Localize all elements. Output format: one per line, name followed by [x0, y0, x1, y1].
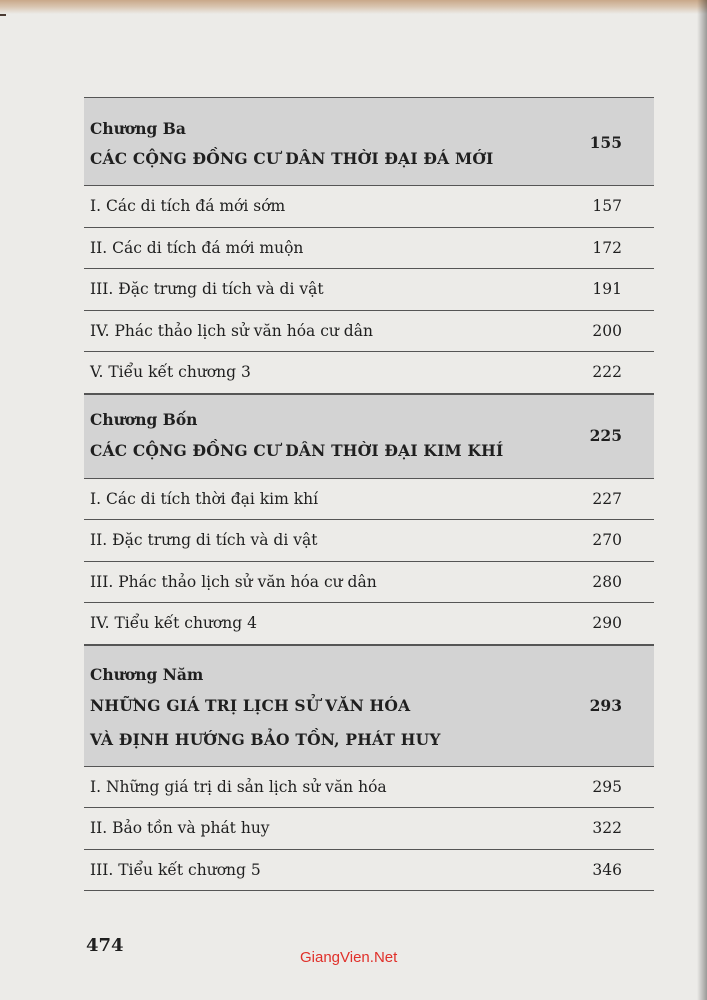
chapter-page: 225	[589, 425, 622, 445]
section-title: II. Các di tích đá mới muộn	[90, 238, 304, 257]
watermark-text: GiangVien.Net	[300, 949, 398, 966]
toc-row[interactable]	[84, 228, 654, 270]
toc-row[interactable]	[84, 186, 654, 228]
section-title: II. Đặc trưng di tích và di vật	[90, 531, 318, 549]
chapter-title: CÁC CỘNG ĐỒNG CƯ DÂN THỜI ĐẠI KIM KHÍ	[90, 440, 504, 460]
page-right-shadow	[697, 0, 707, 1000]
toc-row[interactable]	[84, 850, 654, 892]
toc-row[interactable]	[84, 269, 654, 311]
section-page: 270	[592, 531, 622, 549]
toc-row[interactable]	[84, 352, 654, 394]
chapter-title: CÁC CỘNG ĐỒNG CƯ DÂN THỜI ĐẠI ĐÁ MỚI	[90, 149, 494, 168]
section-page: 295	[592, 777, 622, 796]
toc-row[interactable]	[84, 808, 654, 850]
toc-row[interactable]	[84, 311, 654, 353]
table-of-contents	[84, 97, 654, 891]
section-title: I. Những giá trị di sản lịch sử văn hóa	[90, 777, 387, 796]
page-number: 474	[86, 935, 124, 956]
page-top-edge	[0, 0, 707, 14]
page-edge-mark	[0, 14, 6, 16]
chapter-title-line-2: VÀ ĐỊNH HƯỚNG BẢO TỒN, PHÁT HUY	[90, 729, 441, 749]
section-title: II. Bảo tồn và phát huy	[90, 819, 270, 837]
section-page: 200	[592, 321, 622, 340]
chapter-header-4[interactable]	[84, 394, 654, 479]
toc-row[interactable]	[84, 562, 654, 604]
chapter-page: 155	[589, 133, 622, 152]
toc-row[interactable]	[84, 520, 654, 562]
section-page: 222	[592, 363, 622, 381]
chapter-header-5[interactable]	[84, 645, 654, 767]
section-page: 157	[592, 197, 622, 215]
section-page: 322	[592, 819, 622, 837]
section-title: IV. Tiểu kết chương 4	[90, 614, 257, 632]
chapter-page: 293	[589, 695, 622, 715]
section-page: 346	[592, 860, 622, 879]
chapter-label: Chương Ba	[90, 119, 186, 138]
section-page: 290	[592, 614, 622, 632]
section-title: III. Tiểu kết chương 5	[90, 860, 261, 879]
section-title: I. Các di tích đá mới sớm	[90, 197, 286, 215]
toc-row[interactable]	[84, 767, 654, 809]
section-title: I. Các di tích thời đại kim khí	[90, 489, 319, 508]
section-title: III. Đặc trưng di tích và di vật	[90, 280, 324, 298]
chapter-label: Chương Năm	[90, 664, 204, 684]
section-page: 280	[592, 572, 622, 591]
chapter-title: NHỮNG GIÁ TRỊ LỊCH SỬ VĂN HÓA	[90, 695, 411, 715]
toc-row[interactable]	[84, 479, 654, 521]
section-page: 227	[592, 489, 622, 508]
toc-row[interactable]	[84, 603, 654, 645]
chapter-label: Chương Bốn	[90, 409, 198, 429]
section-title: V. Tiểu kết chương 3	[90, 363, 251, 381]
section-title: III. Phác thảo lịch sử văn hóa cư dân	[90, 572, 377, 591]
section-title: IV. Phác thảo lịch sử văn hóa cư dân	[90, 321, 373, 340]
section-page: 191	[592, 280, 622, 298]
chapter-header-3[interactable]	[84, 97, 654, 186]
section-page: 172	[592, 238, 622, 257]
